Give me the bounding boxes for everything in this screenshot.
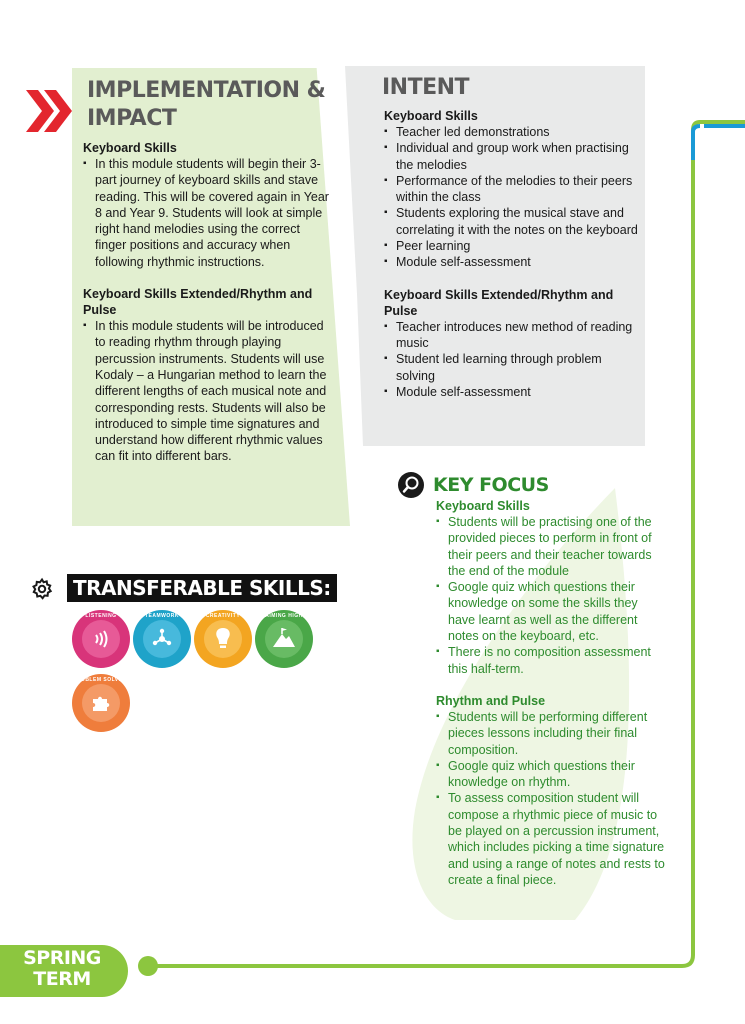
teamwork-icon <box>150 627 174 651</box>
bullet-list <box>384 319 639 400</box>
term-label: SPRING TERM <box>23 947 101 990</box>
implementation-title: IMPLEMENTATION & IMPACT <box>87 78 326 131</box>
lightbulb-icon <box>213 626 233 652</box>
sound-waves-icon <box>90 628 112 650</box>
key-focus-body <box>436 498 668 888</box>
section-heading: Keyboard Skills Extended/Rhythm and Pulse <box>83 287 313 318</box>
list-item: ▪ In this module students will be introduced to reading rhythm through playing percussion instruments. Students will use Kodaly – a Hungarian method to learn the different lengths of each musical note and corresponding rests. Students will also be introduced to simple time signatures and understand how different rhythmic values can fit into different bars. <box>83 318 333 465</box>
puzzle-icon <box>89 691 113 715</box>
list-item: ▪ Students will be performing different pieces lessons including their final composition. <box>436 709 668 758</box>
section-heading: Keyboard Skills <box>83 141 177 155</box>
bullet-list <box>83 156 333 270</box>
aiming-high-badge: AIMING HIGH <box>255 610 313 668</box>
gear-icon <box>30 577 54 601</box>
timeline-end-dot <box>138 956 158 976</box>
problem-solving-badge: PROBLEM SOLVING <box>72 674 130 732</box>
list-item: ▪ Peer learning <box>384 238 639 254</box>
magnifier-icon <box>398 472 424 498</box>
list-item: ▪ Performance of the melodies to their peers within the class <box>384 173 639 206</box>
list-item: ▪ Students exploring the musical stave and correlating it with the notes on the keyboard <box>384 205 639 238</box>
bullet-list <box>83 318 333 465</box>
intent-body <box>384 108 639 400</box>
intent-title: INTENT <box>382 75 470 100</box>
teamwork-badge: TEAMWORK <box>133 610 191 668</box>
skill-badges <box>72 610 317 735</box>
double-chevron-icon <box>24 86 76 136</box>
bullet-list <box>384 124 639 271</box>
list-item: ▪ Module self-assessment <box>384 254 639 270</box>
list-item: ▪ Teacher led demonstrations <box>384 124 639 140</box>
implementation-body <box>83 140 333 465</box>
key-focus-title: KEY FOCUS <box>433 474 549 496</box>
list-item: ▪ Module self-assessment <box>384 384 639 400</box>
list-item: ▪ Teacher introduces new method of reading music <box>384 319 639 352</box>
mountain-flag-icon <box>271 625 297 651</box>
transferable-skills-title: TRANSFERABLE SKILLS: <box>67 574 337 602</box>
list-item: ▪ Google quiz which questions their knowledge on rhythm. <box>436 758 668 791</box>
listening-badge: LISTENING <box>72 610 130 668</box>
list-item: ▪ In this module students will begin their 3-part journey of keyboard skills and stave reading. This will be covered again in Year 8 and Year 9. Students will look at simple right hand melodies using the correct finger positions and accuracy when following rhythmic instructions. <box>83 156 333 270</box>
section-heading: Keyboard Skills Extended/Rhythm and Pulse <box>384 287 614 318</box>
bullet-list <box>436 709 668 888</box>
list-item: ▪ Students will be practising one of the provided pieces to perform in front of their peers and their teacher towards the end of the module <box>436 514 668 579</box>
list-item: ▪ Student led learning through problem solving <box>384 351 639 384</box>
section-heading: Keyboard Skills <box>436 499 530 513</box>
list-item: ▪ To assess composition student will compose a rhythmic piece of music to be played on a percussion instrument, which includes picking a time signature and using a range of notes and rests to create a final piece. <box>436 790 668 888</box>
section-heading: Keyboard Skills <box>384 109 478 123</box>
creativity-badge: CREATIVITY <box>194 610 252 668</box>
list-item: ▪ Google quiz which questions their knowledge on some the skills they have learnt as well as the different notes on the keyboard, etc. <box>436 579 668 644</box>
list-item: ▪ There is no composition assessment this half-term. <box>436 644 668 677</box>
list-item: ▪ Individual and group work when practising the melodies <box>384 140 639 173</box>
bullet-list <box>436 514 668 677</box>
section-heading: Rhythm and Pulse <box>436 693 546 708</box>
